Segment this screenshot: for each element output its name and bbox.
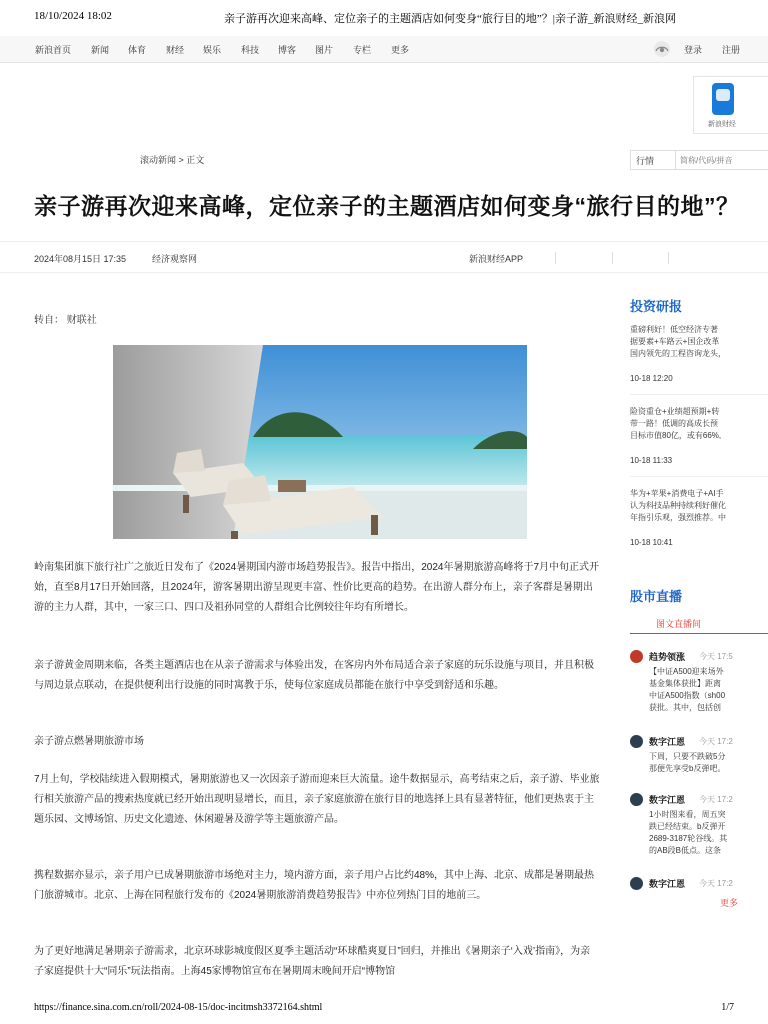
feed-text: 【中证A500迎来场外 基金集体获批】距离 中证A500指数（sh00 获批。其中，包括创 bbox=[649, 667, 726, 712]
article-paragraph: 为了更好地满足暑期亲子游需求，北京环球影城度假区夏季主题活动“环球酷爽夏日”回归，并推出《暑期亲子‘入戏’指南》，为亲子家庭提供十大“同乐”玩法指南。上海45家博物馆宣布在暑期周末晚间开启“博物馆 bbox=[34, 946, 591, 977]
breadcrumb[interactable]: 滚动新闻 > 正文 bbox=[140, 155, 205, 165]
article-source[interactable]: 经济观察网 bbox=[152, 254, 198, 264]
login-link[interactable]: 登录 bbox=[684, 45, 703, 55]
article-paragraph: 携程数据亦显示，亲子用户已成暑期旅游市场绝对主力，境内游方面，亲子用户占比约48%，其中上海、北京、成都是暑期最热门旅游城市。北京、上海在同程旅行发布的《2024暑期旅游消费趋势报告》中亦位列热门目的地前三。 bbox=[34, 870, 595, 901]
stock-search-box bbox=[630, 150, 768, 170]
article-photo-resort-loungers bbox=[113, 345, 527, 539]
article-subheading: 亲子游点燃暑期旅游市场 bbox=[34, 736, 144, 747]
research-item[interactable]: 重磅利好！低空经济专著 据要素+车路云+国企改革 国内领先的工程咨询龙头， bbox=[630, 325, 726, 358]
article-paragraph: 亲子游黄金周期来临，各类主题酒店也在从亲子游需求与体验出发，在客房内外布局适合亲子家庭的玩乐设施与项目，并且积极与周边景点联动，在提供便利出行设施的同时寓教于乐，使每位家庭成员都能在旅行中享受到舒适和乐趣。 bbox=[34, 660, 594, 691]
research-item[interactable]: 险资重仓+业绩超预期+转 带一路！低调的高成长预 目标市值80亿，或有66%, bbox=[630, 407, 722, 440]
nav-item-more[interactable]: 更多 bbox=[391, 45, 410, 55]
article-date: 2024年08月15日 17:35 bbox=[34, 254, 127, 264]
nav-item-entertainment[interactable]: 娱乐 bbox=[203, 45, 222, 55]
print-footer bbox=[34, 1002, 734, 1016]
avatar bbox=[630, 735, 643, 748]
app-promo-label: 新浪财经 bbox=[708, 121, 736, 128]
nav-item-columns[interactable]: 专栏 bbox=[353, 45, 372, 55]
nav-item-blog[interactable]: 博客 bbox=[278, 45, 297, 55]
sina-eye-logo-icon bbox=[653, 40, 671, 58]
sidebar-divider bbox=[630, 476, 768, 477]
nav-item-photos[interactable]: 图片 bbox=[315, 45, 334, 55]
live-feed-item[interactable] bbox=[630, 793, 768, 867]
nav-item-sina-home[interactable]: 新浪首页 bbox=[35, 45, 72, 55]
avatar bbox=[630, 650, 643, 663]
feed-author[interactable]: 趋势领涨 bbox=[649, 652, 686, 662]
live-section-title[interactable]: 股市直播 bbox=[630, 589, 683, 604]
sina-app-phone-icon bbox=[712, 83, 734, 115]
app-download-promo[interactable] bbox=[693, 76, 768, 134]
feed-text: 1小时图来看，周五突 跌已经结束。b反弹开 2689-3187轮谷线。其 的AB段B低点。这条 bbox=[649, 810, 728, 855]
register-link[interactable]: 注册 bbox=[722, 45, 741, 55]
print-url: https://finance.sina.com.cn/roll/2024-08-15/doc-incitmsh3372164.shtml bbox=[34, 1002, 323, 1013]
feed-time: 今天 17:2 bbox=[699, 795, 733, 804]
sina-finance-app-link[interactable]: 新浪财经APP bbox=[469, 254, 524, 264]
article-meta-bar bbox=[0, 241, 768, 273]
research-item-time: 10-18 11:33 bbox=[630, 456, 673, 465]
print-page-title: 亲子游再次迎来高峰、定位亲子的主题酒店如何变身“旅行目的地”？|亲子游_新浪财经_新浪网 bbox=[224, 13, 676, 25]
feed-author[interactable]: 数字江恩 bbox=[649, 795, 686, 805]
avatar bbox=[630, 793, 643, 806]
nav-item-sports[interactable]: 体育 bbox=[128, 45, 147, 55]
resort-pool-illustration bbox=[113, 345, 527, 539]
print-datetime: 18/10/2024 18:02 bbox=[34, 10, 112, 22]
research-item[interactable]: 华为+苹果+消费电子+AI手 认为科技品种持续利好催化 年指引乐观，强烈推荐。中 bbox=[630, 489, 726, 522]
live-more-link[interactable]: 更多 bbox=[720, 898, 739, 908]
article-paragraph: 岭南集团旗下旅行社广之旅近日发布了《2024暑期国内游市场趋势报告》。报告中指出，2024年暑期旅游高峰将于7月中旬正式开始，直至8月17日开始回落，且2024年，游客暑期出游呈现更丰富、性价比更高的趋势。在出游人群分布上，亲子客群是暑期出游的主力人群，其中，一家三口、四口及祖孙同堂的人群组合比例较往年均有所增长。 bbox=[34, 562, 600, 613]
feed-time: 今天 17:2 bbox=[699, 879, 733, 888]
print-page-number: 1/7 bbox=[721, 1002, 734, 1013]
article-paragraph: 7月上旬，学校陆续进入假期模式，暑期旅游也又一次因亲子游而迎来巨大流量。途牛数据显示，高考结束之后，亲子游、毕业旅行相关旅游产品的搜索热度就已经开始出现明显增长，而且，亲子家庭旅游在旅行目的地选择上具有显著特征，他们更热衷于主题乐园、文博场馆、历史文化遗迹、休闲避暑及游学等主题旅游产品。 bbox=[34, 774, 600, 825]
meta-divider bbox=[612, 252, 613, 264]
nav-item-news[interactable]: 新闻 bbox=[91, 45, 110, 55]
feed-author[interactable]: 数字江恩 bbox=[649, 737, 686, 747]
feed-text: 下周，只要不跌破5分 那便先享受b反弹吧。 bbox=[649, 752, 726, 773]
stock-search-tab[interactable]: 行情 bbox=[636, 156, 655, 166]
top-nav-bar bbox=[0, 36, 768, 63]
live-feed-item[interactable] bbox=[630, 877, 768, 891]
meta-divider bbox=[668, 252, 669, 264]
stock-search-input[interactable] bbox=[675, 151, 768, 169]
avatar bbox=[630, 877, 643, 890]
research-section-title[interactable]: 投资研报 bbox=[630, 299, 683, 314]
print-header bbox=[34, 10, 734, 26]
feed-time: 今天 17:2 bbox=[699, 737, 733, 746]
feed-time: 今天 17:5 bbox=[699, 652, 733, 661]
repost-source: 转自： 财联社 bbox=[34, 315, 97, 326]
live-tab-underline bbox=[630, 633, 768, 634]
live-room-tab[interactable]: 图文直播间 bbox=[656, 619, 702, 629]
live-feed-item[interactable] bbox=[630, 735, 768, 781]
research-item-time: 10-18 10:41 bbox=[630, 538, 673, 547]
article-title: 亲子游再次迎来高峰，定位亲子的主题酒店如何变身“旅行目的地”？ bbox=[34, 193, 740, 219]
nav-item-finance[interactable]: 财经 bbox=[166, 45, 185, 55]
meta-divider bbox=[555, 252, 556, 264]
feed-author[interactable]: 数字江恩 bbox=[649, 879, 686, 889]
sidebar-divider bbox=[630, 394, 768, 395]
nav-item-tech[interactable]: 科技 bbox=[241, 45, 260, 55]
live-feed-item[interactable] bbox=[630, 650, 768, 724]
research-item-time: 10-18 12:20 bbox=[630, 374, 673, 383]
